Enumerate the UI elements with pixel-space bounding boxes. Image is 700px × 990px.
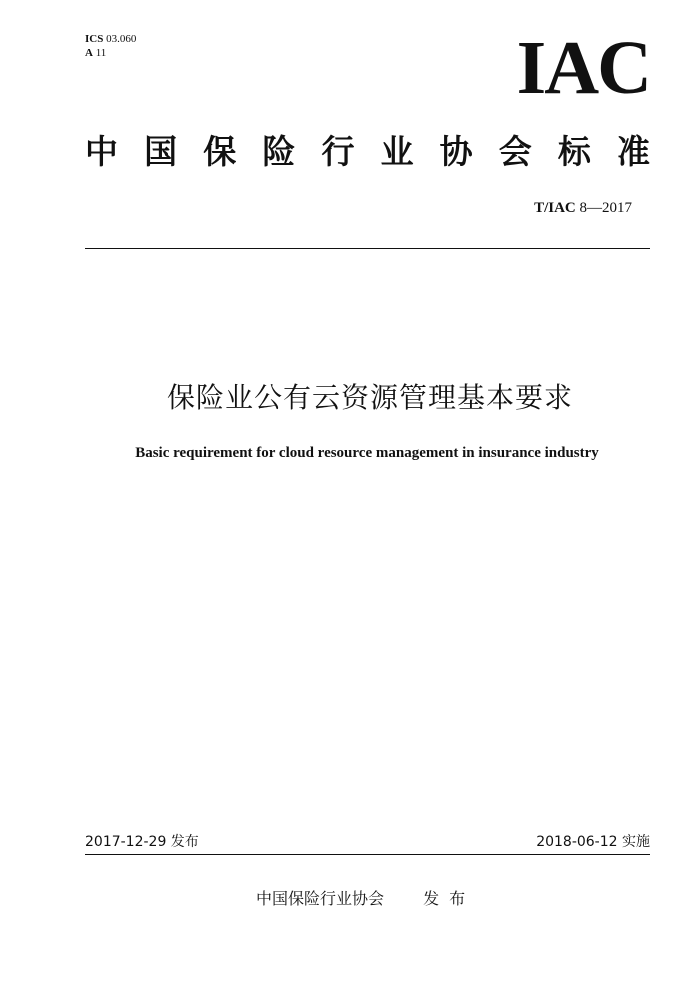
class-value: 11 xyxy=(95,47,107,59)
class-label: A xyxy=(85,47,93,59)
publisher-issue-label: 发布 xyxy=(423,889,476,908)
top-divider xyxy=(85,248,650,249)
heading-char: 中 xyxy=(85,132,118,171)
publisher-name: 中国保险行业协会 xyxy=(256,889,385,908)
implement-date: 2018-06-12 实施 xyxy=(536,834,650,850)
document-title-en: Basic requirement for cloud resource management in insurance industry xyxy=(135,445,599,461)
standard-code: 8—2017 xyxy=(579,200,632,216)
heading-char: 保 xyxy=(203,132,237,171)
publisher-line xyxy=(256,887,475,911)
standard-number xyxy=(534,200,632,217)
heading-char: 行 xyxy=(321,132,355,171)
document-title-zh: 保险业公有云资源管理基本要求 xyxy=(166,381,573,414)
heading-char: 业 xyxy=(380,132,414,171)
heading-char: 国 xyxy=(144,132,178,171)
class-line xyxy=(85,46,136,60)
ics-line xyxy=(85,32,136,46)
ics-value: 03.060 xyxy=(106,33,137,45)
issue-date: 2017-12-29 发布 xyxy=(85,834,199,850)
ics-label: ICS xyxy=(85,33,104,45)
heading-char: 会 xyxy=(498,132,532,171)
org-standard-heading xyxy=(85,132,650,172)
heading-char: 险 xyxy=(262,132,296,171)
classification-codes xyxy=(85,32,136,60)
heading-char: 准 xyxy=(616,132,650,171)
bottom-divider xyxy=(85,854,650,855)
iac-logo: IAC xyxy=(516,26,650,110)
heading-char: 协 xyxy=(439,132,473,171)
standard-prefix: T/IAC xyxy=(534,200,576,216)
heading-char: 标 xyxy=(557,132,591,171)
